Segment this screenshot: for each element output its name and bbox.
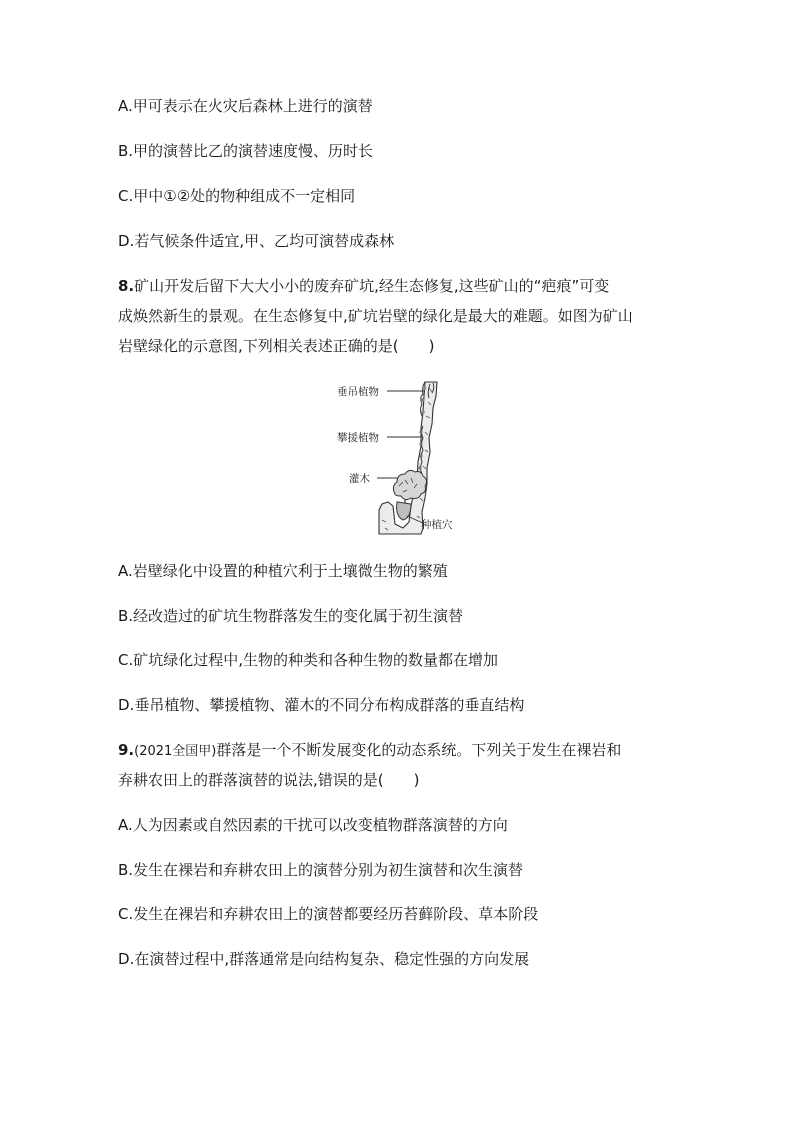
- label-shrub: 灌木: [349, 473, 370, 485]
- q9-option-d: D.在演替过程中,群落通常是向结构复杂、稳定性强的方向发展: [118, 950, 530, 968]
- climbing-leaf: [419, 430, 422, 433]
- q7-option-b: B.甲的演替比乙的演替速度慢、历时长: [118, 142, 374, 160]
- q8-option-b: B.经改造过的矿坑生物群落发生的变化属于初生演替: [118, 607, 464, 625]
- q8-stem-line-3: 岩壁绿化的示意图,下列相关表述正确的是( ): [118, 337, 435, 355]
- mine-wall-greening-figure: [333, 378, 463, 536]
- q8-option-c: C.矿坑绿化过程中,生物的种类和各种生物的数量都在增加: [118, 651, 499, 669]
- label-climbing-plants: 攀援植物: [337, 432, 379, 444]
- q8-stem-line-1: [118, 276, 609, 296]
- planting-hole: [397, 502, 411, 520]
- q7-option-d: D.若气候条件适宜,甲、乙均可演替成森林: [118, 232, 395, 250]
- climbing-leaf: [419, 442, 422, 445]
- hanging-leaf: [421, 410, 425, 414]
- q9-source: (2021全国甲): [134, 744, 217, 759]
- q9-option-b: B.发生在裸岩和弃耕农田上的演替分别为初生演替和次生演替: [118, 861, 524, 879]
- q9-number: 9.: [118, 741, 135, 759]
- q8-stem-line-2: 成焕然新生的景观。在生态修复中,矿坑岩壁的绿化是最大的难题。如图为矿山: [118, 307, 633, 325]
- q9-stem-text-1: 群落是一个不断发展变化的动态系统。下列关于发生在裸岩和: [216, 741, 622, 759]
- q7-option-a: A.甲可表示在火灾后森林上进行的演替: [118, 97, 373, 115]
- mine-wall-diagram: [333, 378, 463, 536]
- climbing-leaf: [418, 466, 421, 469]
- q8-option-d: D.垂吊植物、攀援植物、灌木的不同分布构成群落的垂直结构: [118, 696, 525, 714]
- q9-stem-line-1: [118, 740, 621, 762]
- label-planting-hole: 种植穴: [421, 519, 453, 531]
- q9-option-a: A.人为因素或自然因素的干扰可以改变植物群落演替的方向: [118, 816, 508, 834]
- hanging-leaf: [420, 398, 424, 402]
- q8-stem-text-1: 矿山开发后留下大大小小的废弃矿坑,经生态修复,这些矿山的“疤痕”可变: [134, 277, 610, 295]
- climbing-leaf: [419, 454, 422, 457]
- hanging-leaf: [422, 386, 426, 390]
- q9-stem-line-2: 弃耕农田上的群落演替的说法,错误的是( ): [118, 771, 420, 789]
- q8-option-a: A.岩壁绿化中设置的种植穴利于土壤微生物的繁殖: [118, 562, 448, 580]
- q8-number: 8.: [118, 277, 135, 295]
- q9-option-c: C.发生在裸岩和弃耕农田上的演替都要经历苔藓阶段、草本阶段: [118, 905, 539, 923]
- q7-option-c: C.甲中①②处的物种组成不一定相同: [118, 187, 356, 205]
- label-hanging-plants: 垂吊植物: [337, 386, 379, 398]
